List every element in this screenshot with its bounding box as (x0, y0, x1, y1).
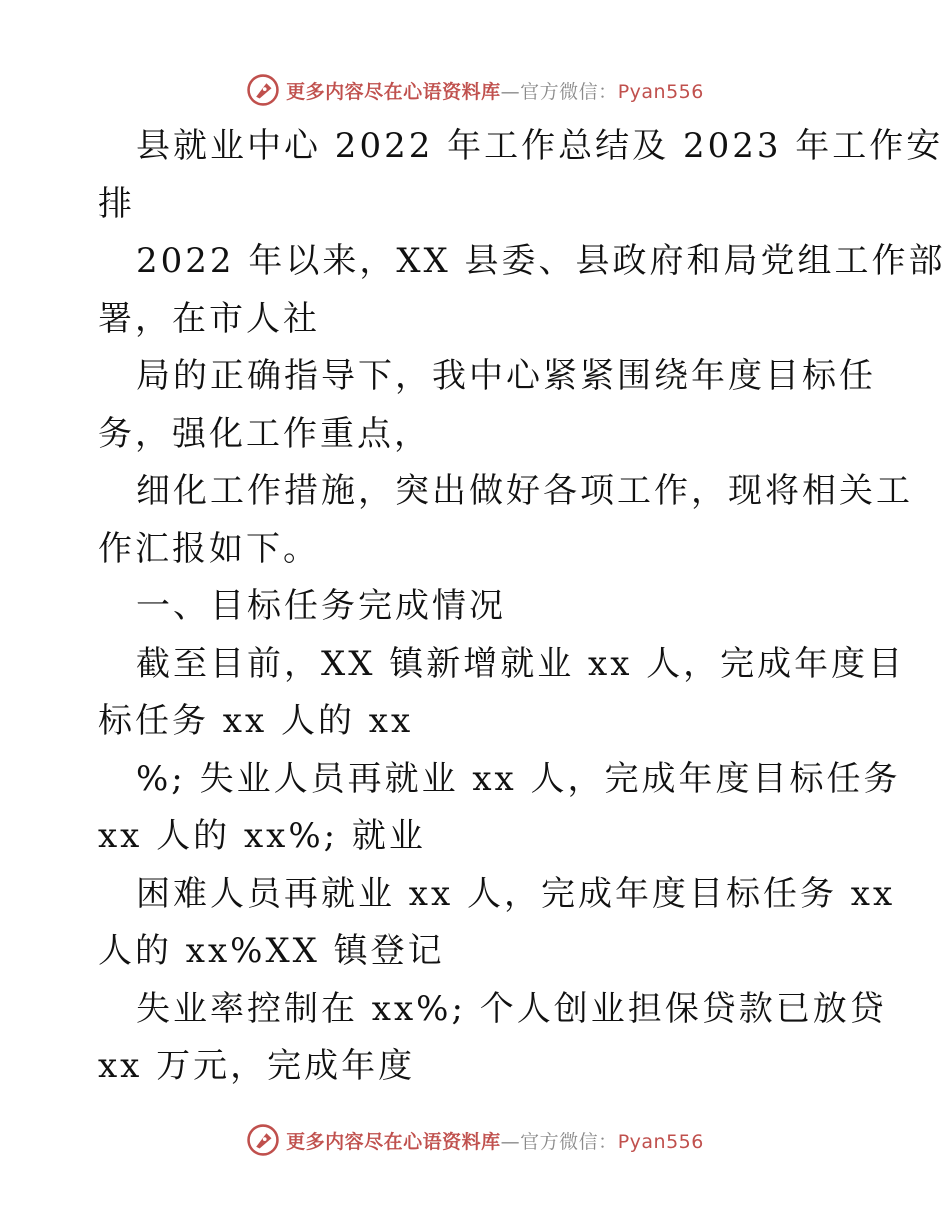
header-banner (0, 70, 950, 110)
banner-text (286, 1127, 704, 1154)
paragraph-line: 细化工作措施，突出做好各项工作，现将相关工 (136, 471, 913, 511)
paragraph-line: 标任务 xx 人的 xx (98, 701, 414, 741)
banner-dash: — (500, 1130, 521, 1153)
banner-wechat-id: Pyan556 (617, 80, 704, 103)
paragraph-line: 务，强化工作重点， (98, 413, 431, 454)
paragraph-line: %; 失业人员再就业 xx 人，完成年度目标任务 (136, 758, 901, 799)
paragraph-line: xx 人的 xx%; 就业 (98, 816, 426, 856)
paragraph-line: 局的正确指导下，我中心紧紧围绕年度目标任 (136, 356, 876, 396)
banner-wechat-label: 官方微信： (520, 80, 618, 103)
banner-dash: — (500, 80, 521, 103)
pen-nib-logo-icon (246, 1123, 280, 1157)
document-body (98, 118, 946, 1096)
footer-banner (0, 1120, 950, 1160)
paragraph-line: 署，在市人社 (98, 298, 320, 339)
banner-text (286, 77, 704, 104)
doc-title-line-2: 排 (98, 183, 135, 224)
section-heading: 一、目标任务完成情况 (136, 586, 506, 626)
paragraph-line: 失业率控制在 xx%; 个人创业担保贷款已放贷 (136, 988, 887, 1029)
banner-main-text: 更多内容尽在心语资料库 (286, 80, 501, 103)
paragraph-line: xx 万元，完成年度 (98, 1046, 416, 1086)
paragraph-line: 截至目前，XX 镇新增就业 xx 人，完成年度目 (136, 643, 906, 684)
paragraph-line: 人的 xx%XX 镇登记 (98, 931, 445, 971)
banner-wechat-id: Pyan556 (617, 1130, 704, 1153)
banner-main-text: 更多内容尽在心语资料库 (286, 1130, 501, 1153)
banner-wechat-label: 官方微信： (520, 1130, 618, 1153)
paragraph-line: 作汇报如下。 (98, 528, 320, 569)
paragraph-line: 2022 年以来，XX 县委、县政府和局党组工作部 (136, 241, 946, 281)
doc-title-line-1: 县就业中心 2022 年工作总结及 2023 年工作安 (136, 126, 944, 166)
paragraph-line: 困难人员再就业 xx 人，完成年度目标任务 xx (136, 873, 896, 914)
pen-nib-logo-icon (246, 73, 280, 107)
